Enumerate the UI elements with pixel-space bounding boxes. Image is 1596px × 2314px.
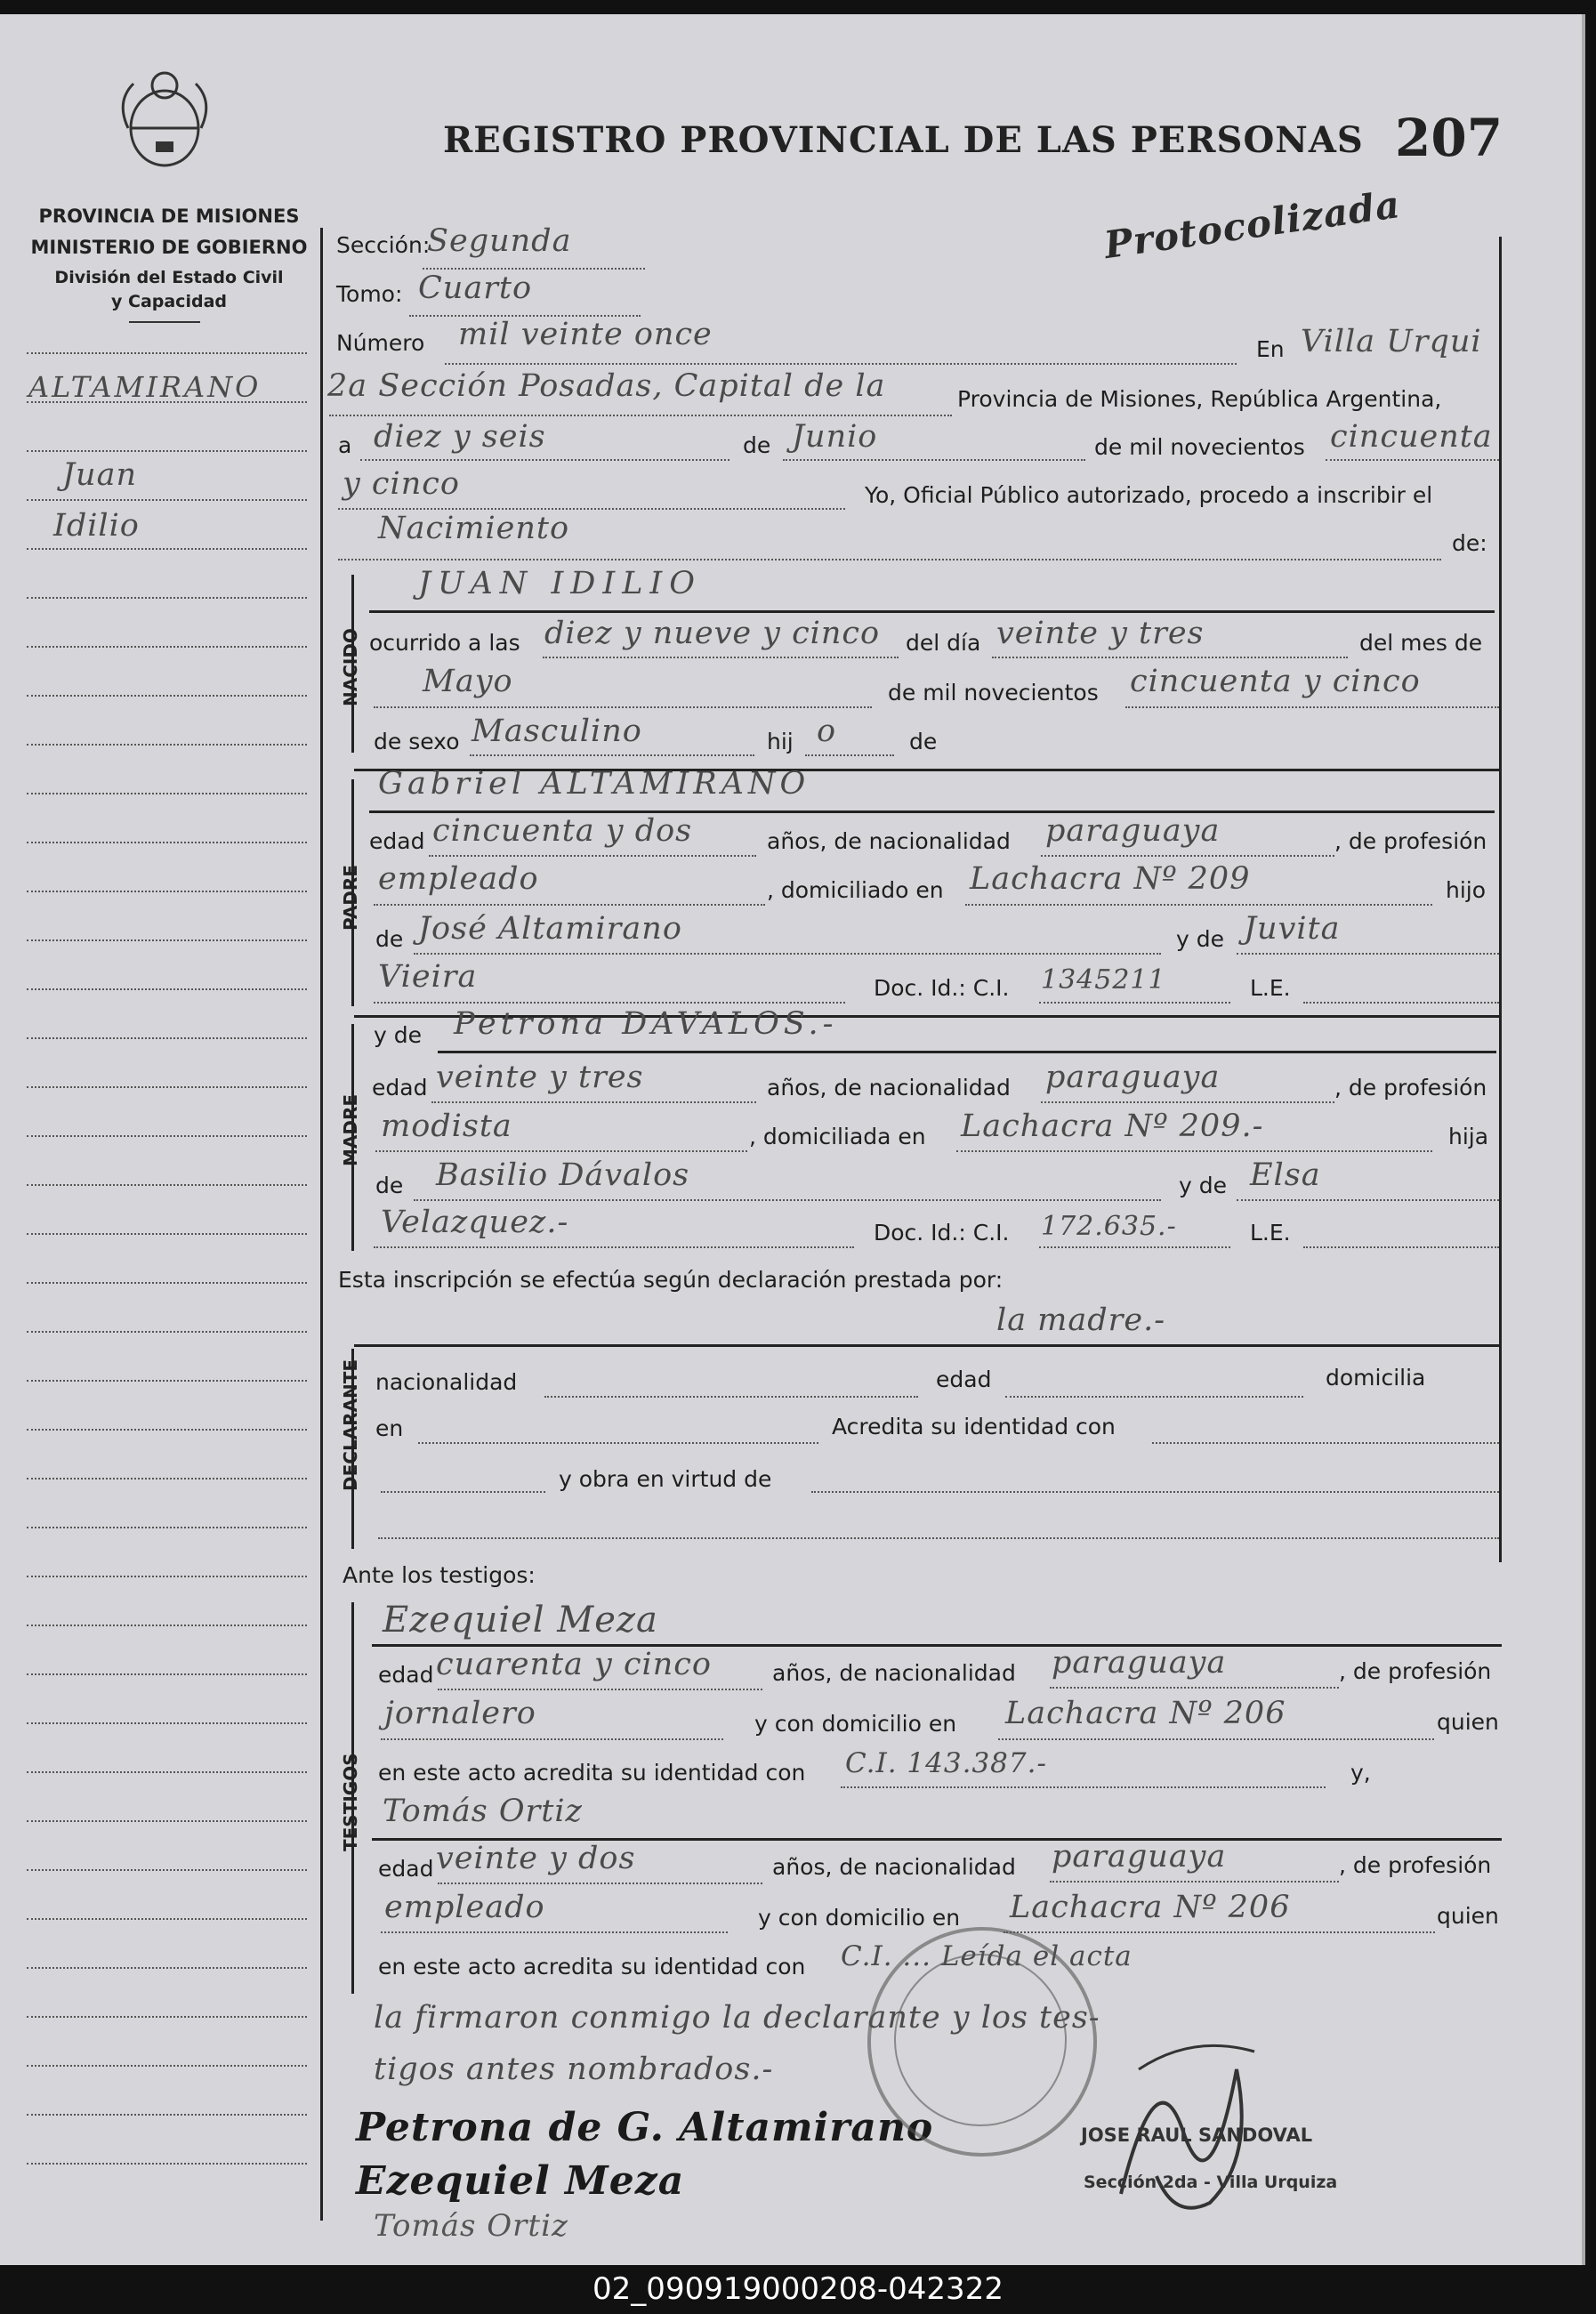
value-t2-prof: empleado bbox=[384, 1890, 545, 1925]
value-hij: o bbox=[817, 714, 837, 749]
margin-rule-line bbox=[27, 2065, 307, 2067]
label-madre-le: L.E. bbox=[1250, 1220, 1291, 1246]
line-dia-nac bbox=[992, 657, 1348, 658]
margin-rule-line bbox=[27, 793, 307, 794]
margin-rule-line bbox=[27, 1331, 307, 1333]
line-padre-prof bbox=[374, 904, 765, 906]
margin-rule-line bbox=[27, 988, 307, 990]
margin-rule-line bbox=[27, 646, 307, 648]
label-decl-domicilia: domicilia bbox=[1326, 1365, 1426, 1391]
line-t1-id bbox=[841, 1786, 1326, 1788]
margin-rule-line bbox=[27, 1282, 307, 1284]
label-madre-y-de: y de bbox=[374, 1022, 422, 1048]
margin-rule-line bbox=[27, 695, 307, 697]
value-t1-id: C.I. 143.387.- bbox=[845, 1747, 1047, 1779]
section-nacido: NACIDO bbox=[340, 628, 361, 706]
value-nombre: JUAN IDILIO bbox=[418, 566, 702, 601]
label-hijo: hijo bbox=[1446, 877, 1487, 903]
line-madre-dom bbox=[956, 1150, 1432, 1152]
label-t1-y: y, bbox=[1350, 1760, 1371, 1786]
value-madre-edad: veinte y tres bbox=[436, 1060, 644, 1095]
label-padre-dom: , domiciliado en bbox=[767, 877, 944, 903]
coat-of-arms-icon bbox=[116, 66, 214, 173]
section-padre: PADRE bbox=[340, 865, 361, 931]
folio-number: 207 bbox=[1395, 108, 1503, 168]
label-t1-prof: , de profesión bbox=[1339, 1658, 1492, 1684]
value-t1-dom: Lachacra Nº 206 bbox=[1005, 1696, 1286, 1731]
value-mes: Junio bbox=[792, 419, 878, 455]
margin-name-2: Idilio bbox=[53, 508, 140, 544]
margin-rule-line bbox=[27, 1820, 307, 1822]
line-acta bbox=[338, 559, 1441, 560]
value-madre-dom: Lachacra Nº 209.- bbox=[961, 1109, 1264, 1144]
margin-rule-line bbox=[27, 548, 307, 550]
margin-rule-line bbox=[27, 2163, 307, 2165]
margin-surname: ALTAMIRANO bbox=[28, 370, 262, 404]
line-decl-obra bbox=[811, 1491, 1499, 1493]
label-decl-nac: nacionalidad bbox=[375, 1369, 518, 1395]
province-label: PROVINCIA DE MISIONES bbox=[38, 206, 300, 227]
value-abuela-m-1: Elsa bbox=[1250, 1157, 1321, 1193]
value-t1-prof: jornalero bbox=[384, 1696, 536, 1731]
section-declarante: DECLARANTE bbox=[340, 1359, 361, 1491]
value-t1-edad: cuarenta y cinco bbox=[436, 1647, 712, 1682]
closing-line-2: tigos antes nombrados.- bbox=[374, 2052, 774, 2087]
line-mes-nac bbox=[374, 706, 872, 708]
label-madre-edad: edad bbox=[372, 1075, 428, 1101]
label-a: a bbox=[338, 432, 352, 458]
margin-rule-line bbox=[27, 2016, 307, 2018]
line-madre-nac bbox=[1041, 1101, 1334, 1103]
label-de-colon: de: bbox=[1452, 530, 1487, 556]
value-numero: mil veinte once bbox=[458, 317, 713, 352]
signature-testigo2: Tomás Ortiz bbox=[374, 2208, 568, 2244]
margin-rule-line bbox=[27, 352, 307, 354]
value-padre-nac: paraguaya bbox=[1045, 813, 1221, 849]
margin-name-1: Juan bbox=[62, 457, 137, 493]
value-madre-prof: modista bbox=[381, 1109, 512, 1144]
margin-rule-line bbox=[27, 1722, 307, 1724]
label-padre-de: de bbox=[375, 926, 404, 952]
label-testigos: Ante los testigos: bbox=[343, 1562, 536, 1588]
value-tomo: Cuarto bbox=[418, 270, 533, 306]
margin-rule-line bbox=[27, 1233, 307, 1235]
value-mes-nac: Mayo bbox=[423, 664, 513, 699]
margin-rule-line bbox=[27, 1625, 307, 1626]
line-lugar bbox=[329, 415, 952, 416]
round-seal-inner bbox=[894, 1954, 1067, 2126]
label-yo-oficial: Yo, Oficial Público autorizado, procedo a inscribir el bbox=[865, 482, 1433, 508]
label-t2-acredita: en este acto acredita su identidad con bbox=[378, 1954, 806, 1979]
value-anio-1: cincuenta bbox=[1330, 419, 1493, 455]
line-hij bbox=[805, 754, 894, 756]
margin-rule-line bbox=[27, 1967, 307, 1969]
division-label: División del Estado Civil bbox=[54, 268, 284, 287]
margin-rule-line bbox=[27, 1673, 307, 1675]
line-abuela-m bbox=[1237, 1199, 1499, 1201]
line-numero bbox=[445, 363, 1237, 365]
line-sexo bbox=[470, 754, 754, 756]
label-t2-prof: , de profesión bbox=[1339, 1852, 1492, 1878]
margin-rule-line bbox=[27, 1380, 307, 1382]
value-padre-ci: 1345211 bbox=[1041, 964, 1166, 996]
label-seccion: Sección: bbox=[336, 232, 431, 258]
section-testigos: TESTIGOS bbox=[340, 1753, 361, 1851]
line-abuelo-m bbox=[414, 1199, 1161, 1201]
value-en: Villa Urqui bbox=[1301, 324, 1482, 359]
value-testigo2: Tomás Ortiz bbox=[383, 1794, 583, 1829]
label-padre-doc: Doc. Id.: C.I. bbox=[874, 975, 1010, 1001]
value-declarante: la madre.- bbox=[996, 1302, 1166, 1338]
value-testigo1: Ezequiel Meza bbox=[383, 1600, 658, 1641]
line-decl-obra-a bbox=[381, 1491, 545, 1493]
label-de-mil-b: de mil novecientos bbox=[888, 680, 1099, 705]
label-madre-nac: años, de nacionalidad bbox=[767, 1075, 1011, 1101]
line-padre-ci bbox=[1039, 1002, 1230, 1004]
label-t2-quien: quien bbox=[1437, 1903, 1499, 1929]
margin-rule-line bbox=[27, 744, 307, 746]
label-hij: hij bbox=[767, 729, 794, 754]
value-padre: Gabriel ALTAMIRANO bbox=[378, 766, 810, 802]
ministry-label: MINISTERIO DE GOBIERNO bbox=[30, 237, 308, 258]
margin-rule-line bbox=[27, 1037, 307, 1039]
value-abuela-m-2: Velazquez.- bbox=[381, 1205, 569, 1240]
label-t2-nac: años, de nacionalidad bbox=[772, 1854, 1016, 1880]
label-de-mes: de bbox=[743, 432, 771, 458]
margin-rule-line bbox=[27, 1478, 307, 1480]
label-hija: hija bbox=[1448, 1124, 1489, 1149]
line-t1-edad bbox=[438, 1689, 762, 1690]
margin-rule-line bbox=[27, 842, 307, 843]
value-madre-nac: paraguaya bbox=[1045, 1060, 1221, 1095]
label-sexo: de sexo bbox=[374, 729, 460, 754]
label-decl-edad: edad bbox=[936, 1367, 992, 1392]
line-t2-edad bbox=[438, 1883, 762, 1884]
line-padre-nac bbox=[1041, 855, 1334, 857]
line-nombre bbox=[369, 610, 1495, 613]
label-ocurrido: ocurrido a las bbox=[369, 630, 520, 656]
line-mes bbox=[783, 459, 1085, 461]
label-madre-y-de-2: y de bbox=[1179, 1173, 1227, 1198]
value-t2-edad: veinte y dos bbox=[436, 1841, 636, 1876]
label-numero: Número bbox=[336, 330, 425, 356]
margin-rule-line bbox=[27, 499, 307, 501]
value-abuela-p-2: Vieira bbox=[378, 959, 478, 995]
margin-rule-line bbox=[27, 939, 307, 941]
margin-rule-line bbox=[27, 1771, 307, 1773]
line-decl-edad bbox=[1005, 1396, 1303, 1398]
value-t2-dom: Lachacra Nº 206 bbox=[1010, 1890, 1291, 1925]
signature-testigo1: Ezequiel Meza bbox=[356, 2158, 685, 2204]
label-t2-dom: y con domicilio en bbox=[758, 1905, 961, 1931]
label-declaracion: Esta inscripción se efectúa según declaración prestada por: bbox=[338, 1267, 1004, 1293]
margin-rule-line bbox=[27, 1135, 307, 1137]
margin-rule-line bbox=[27, 891, 307, 892]
line-t1-prof bbox=[381, 1738, 723, 1740]
margin-rule-line bbox=[27, 1184, 307, 1186]
line-abuela-p-2 bbox=[374, 1002, 845, 1004]
value-seccion: Segunda bbox=[427, 223, 572, 259]
line-abuelo-p bbox=[414, 953, 1161, 955]
stamp-seccion: Sección 2da - Villa Urquiza bbox=[1084, 2173, 1338, 2192]
label-de-2: de bbox=[909, 729, 938, 754]
margin-rule-line bbox=[27, 2114, 307, 2116]
value-sexo: Masculino bbox=[472, 714, 642, 749]
closing-line-1: la firmaron conmigo la declarante y los tes- bbox=[374, 2000, 1100, 2036]
value-acta: Nacimiento bbox=[378, 511, 570, 546]
margin-rule-line bbox=[27, 1869, 307, 1871]
line-t2-prof bbox=[381, 1931, 728, 1933]
value-padre-prof: empleado bbox=[378, 861, 539, 897]
section-madre: MADRE bbox=[340, 1093, 361, 1166]
line-anio bbox=[1326, 459, 1499, 461]
footer-id-bar bbox=[0, 2265, 1596, 2314]
label-t1-acredita: en este acto acredita su identidad con bbox=[378, 1760, 806, 1786]
margin-rule-line bbox=[27, 597, 307, 599]
value-padre-edad: cincuenta y dos bbox=[432, 813, 693, 849]
label-padre-prof: , de profesión bbox=[1334, 828, 1487, 854]
value-anio-2: y cinco bbox=[343, 466, 460, 502]
document-sheet bbox=[0, 14, 1585, 2265]
label-padre-nac: años, de nacionalidad bbox=[767, 828, 1011, 854]
margin-lines bbox=[27, 352, 307, 2221]
signature-declarante: Petrona de G. Altamirano bbox=[356, 2105, 934, 2150]
label-provincia: Provincia de Misiones, República Argentina, bbox=[957, 386, 1442, 412]
line-padre-edad bbox=[429, 855, 756, 857]
line-t2-dom bbox=[1004, 1931, 1435, 1933]
margin-rule-line bbox=[27, 1086, 307, 1088]
label-de-mil: de mil novecientos bbox=[1094, 434, 1305, 460]
line-anio-2 bbox=[338, 508, 845, 510]
value-anio-nac: cincuenta y cinco bbox=[1130, 664, 1421, 699]
value-madre: Petrona DAVALOS.- bbox=[454, 1006, 838, 1042]
value-abuelo-m: Basilio Dávalos bbox=[436, 1157, 690, 1193]
line-padre-dom bbox=[965, 904, 1432, 906]
line-hora bbox=[543, 657, 899, 658]
line-decl-acredita bbox=[1152, 1442, 1499, 1444]
line-decl-extra bbox=[378, 1537, 1499, 1539]
footer-id: 02_090919000208-042322 bbox=[592, 2271, 1004, 2307]
label-t1-nac: años, de nacionalidad bbox=[772, 1660, 1016, 1686]
value-t1-nac: paraguaya bbox=[1052, 1645, 1227, 1681]
value-padre-dom: Lachacra Nº 209 bbox=[970, 861, 1251, 897]
line-seccion bbox=[423, 268, 645, 270]
label-en: En bbox=[1256, 336, 1285, 362]
value-madre-ci: 172.635.- bbox=[1041, 1211, 1177, 1242]
header-divider bbox=[129, 321, 200, 323]
label-madre-de: de bbox=[375, 1173, 404, 1198]
officer-signature-icon bbox=[1103, 2016, 1281, 2221]
line-padre-le bbox=[1303, 1002, 1499, 1004]
line-madre-edad bbox=[431, 1101, 756, 1103]
division-label-2: y Capacidad bbox=[111, 292, 227, 311]
line-madre-le bbox=[1303, 1246, 1499, 1248]
label-t1-quien: quien bbox=[1437, 1709, 1499, 1735]
label-padre-edad: edad bbox=[369, 828, 425, 854]
value-lugar: 2a Sección Posadas, Capital de la bbox=[327, 368, 886, 404]
margin-rule-line bbox=[27, 1527, 307, 1528]
label-t2-edad: edad bbox=[378, 1856, 434, 1882]
value-dia: diez y seis bbox=[374, 419, 546, 455]
line-madre bbox=[438, 1051, 1496, 1053]
line-t1-nac bbox=[1050, 1687, 1339, 1689]
label-madre-prof: , de profesión bbox=[1334, 1075, 1487, 1101]
label-padre-le: L.E. bbox=[1250, 975, 1291, 1001]
value-abuelo-p: José Altamirano bbox=[418, 911, 682, 947]
document-title: REGISTRO PROVINCIAL DE LAS PERSONAS bbox=[443, 119, 1364, 161]
line-madre-ci bbox=[1039, 1246, 1230, 1248]
line-dia bbox=[360, 459, 729, 461]
line-decl-nac bbox=[544, 1396, 918, 1398]
label-padre-y-de: y de bbox=[1176, 926, 1224, 952]
label-t1-edad: edad bbox=[378, 1662, 434, 1688]
stamp-officer: JOSE RAUL SANDOVAL bbox=[1081, 2125, 1313, 2146]
margin-rule-line bbox=[27, 1918, 307, 1920]
label-t1-dom: y con domicilio en bbox=[754, 1711, 957, 1737]
margin-rule-line bbox=[27, 1576, 307, 1577]
label-decl-obra: y obra en virtud de bbox=[559, 1466, 772, 1492]
value-abuela-p-1: Juvita bbox=[1244, 911, 1341, 947]
margin-rule-line bbox=[27, 450, 307, 452]
line-t1-dom bbox=[998, 1738, 1434, 1740]
label-del-mes: del mes de bbox=[1359, 630, 1483, 656]
value-t2-id: C.I. ... Leída el acta bbox=[841, 1940, 1133, 1972]
right-rule bbox=[1499, 237, 1502, 1562]
label-decl-acredita: Acredita su identidad con bbox=[832, 1414, 1116, 1439]
label-tomo: Tomo: bbox=[336, 281, 403, 307]
line-decl-en bbox=[418, 1442, 818, 1444]
margin-rule bbox=[320, 228, 323, 2221]
line-abuela-p bbox=[1237, 953, 1499, 955]
label-madre-doc: Doc. Id.: C.I. bbox=[874, 1220, 1010, 1246]
label-decl-en: en bbox=[375, 1415, 404, 1441]
line-anio-nac bbox=[1125, 706, 1499, 708]
label-del-dia: del día bbox=[906, 630, 981, 656]
value-dia-nac: veinte y tres bbox=[996, 616, 1205, 651]
line-madre-prof bbox=[375, 1150, 747, 1152]
line-declarante bbox=[354, 1344, 1499, 1347]
label-madre-dom: , domiciliada en bbox=[749, 1124, 926, 1149]
line-t2-nac bbox=[1050, 1881, 1339, 1883]
value-hora: diez y nueve y cinco bbox=[544, 616, 881, 651]
protocolizada-annotation: Protocolizada bbox=[1101, 181, 1404, 268]
margin-rule-line bbox=[27, 1429, 307, 1431]
value-t2-nac: paraguaya bbox=[1052, 1839, 1227, 1875]
line-abuela-m-2 bbox=[374, 1246, 854, 1248]
